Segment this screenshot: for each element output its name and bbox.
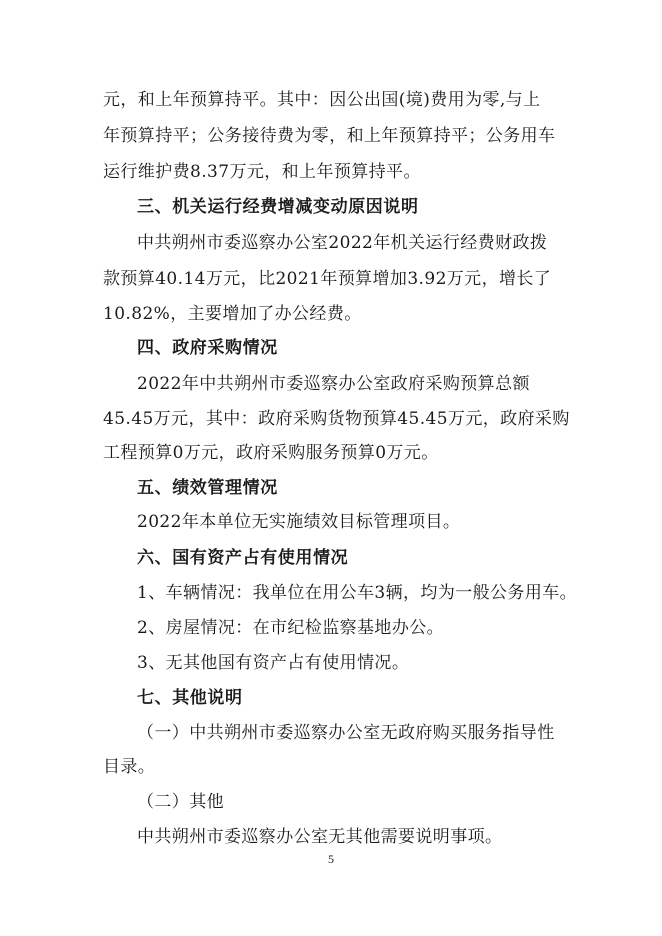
paragraph-text: （一）中共朔州市委巡察办公室无政府购买服务指导性 [137, 723, 555, 743]
heading-text: 五、绩效管理情况 [137, 478, 278, 498]
paragraph-text: 年预算持平；公务接待费为零，和上年预算持平；公务用车 [103, 126, 556, 146]
paragraph-text: 45.45万元，其中：政府采购货物预算45.45万元，政府采购 [103, 409, 570, 429]
text-line [0, 299, 662, 329]
heading-text: 三、机关运行经费增减变动原因说明 [137, 197, 419, 217]
text-line [0, 438, 662, 468]
text-line [0, 613, 662, 643]
text-line [0, 507, 662, 537]
paragraph-text: 目录。 [103, 757, 156, 777]
text-line [0, 404, 662, 434]
paragraph-text: 2、房屋情况：在市纪检监察基地办公。 [137, 618, 445, 638]
text-line [0, 369, 662, 399]
text-line [0, 228, 662, 258]
paragraph-text: 工程预算0万元，政府采购服务预算0万元。 [103, 443, 439, 463]
paragraph-text: 3、无其他国有资产占有使用情况。 [137, 653, 410, 673]
text-line [0, 718, 662, 748]
text-line [0, 752, 662, 782]
section-heading-7 [0, 683, 662, 713]
heading-text: 七、其他说明 [137, 688, 243, 708]
section-heading-3 [0, 192, 662, 222]
text-line [0, 264, 662, 294]
text-line [0, 787, 662, 817]
section-heading-6 [0, 543, 662, 573]
heading-text: 四、政府采购情况 [137, 338, 278, 358]
paragraph-text: 中共朔州市委巡察办公室2022年机关运行经费财政拨 [137, 233, 548, 253]
paragraph-text: （二）其他 [137, 792, 224, 812]
text-line [0, 822, 662, 852]
text-line [0, 85, 662, 115]
text-line [0, 121, 662, 151]
paragraph-text: 款预算40.14万元，比2021年预算增加3.92万元，增长了 [103, 269, 552, 289]
page-number: 5 [328, 852, 334, 866]
paragraph-text: 2022年中共朔州市委巡察办公室政府采购预算总额 [137, 374, 530, 394]
heading-text: 六、国有资产占有使用情况 [137, 548, 349, 568]
text-line [0, 648, 662, 678]
paragraph-text: 2022年本单位无实施绩效目标管理项目。 [137, 512, 461, 532]
section-heading-5 [0, 473, 662, 503]
paragraph-text: 中共朔州市委巡察办公室无其他需要说明事项。 [137, 827, 503, 847]
text-line [0, 157, 662, 187]
text-line [0, 578, 662, 608]
paragraph-text: 元，和上年预算持平。其中：因公出国(境)费用为零,与上 [103, 90, 541, 110]
paragraph-text: 1、车辆情况：我单位在用公车3辆，均为一般公务用车。 [137, 583, 578, 603]
paragraph-text: 运行维护费8.37万元，和上年预算持平。 [103, 162, 421, 182]
section-heading-4 [0, 333, 662, 363]
paragraph-text: 10.82%，主要增加了办公经费。 [103, 304, 362, 324]
